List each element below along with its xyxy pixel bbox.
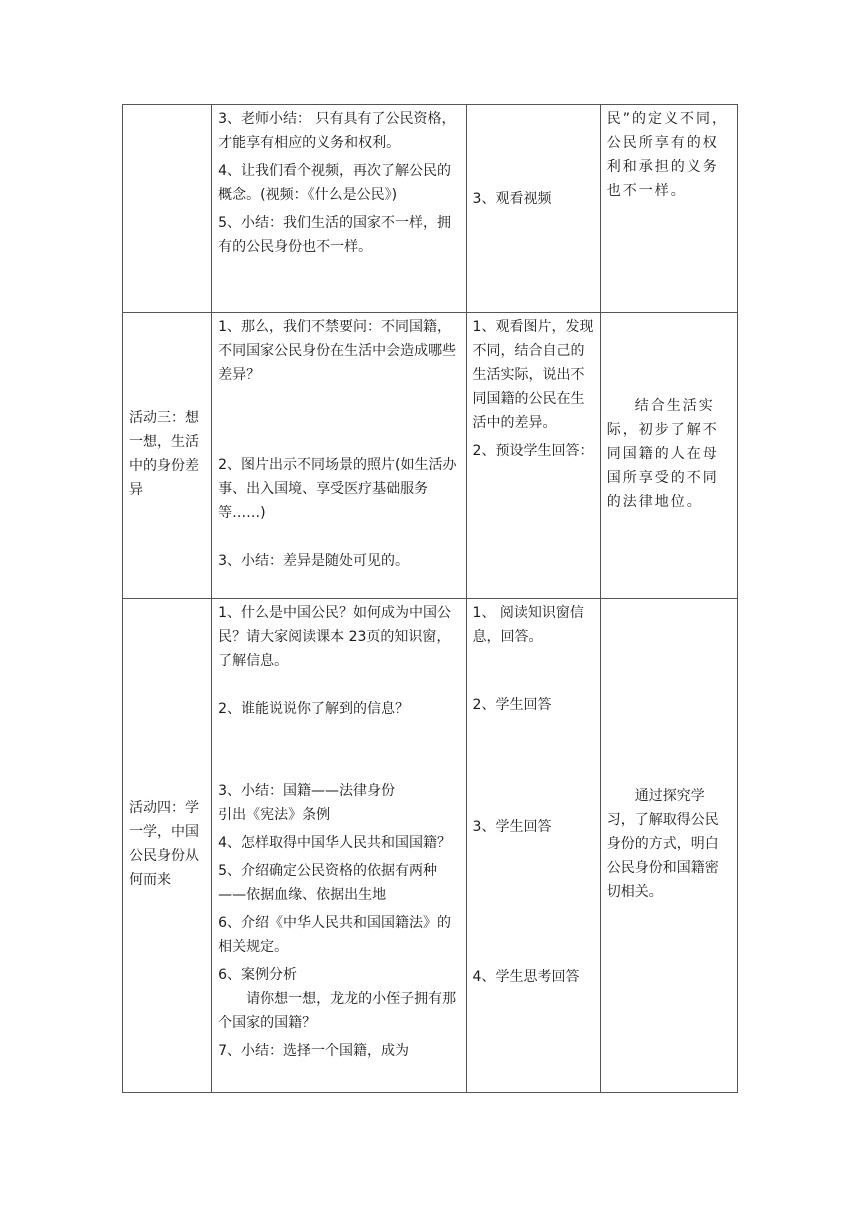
list-item: 2、图片出示不同场景的照片(如生活办事、出入国境、享受医疗基础服务等……): [218, 457, 457, 521]
activity-cell: [123, 599, 212, 1093]
list-item: 1、什么是中国公民？如何成为中国公民？请大家阅读课本 23页的知识窗，了解信息。: [218, 605, 452, 669]
list-item: 7、小结：选择一个国籍，成为: [218, 1043, 410, 1059]
design-intent-cell: [600, 599, 737, 1093]
list-item: 4、怎样取得中国华人民共和国国籍？: [218, 835, 452, 851]
list-item: 2、预设学生回答：: [472, 443, 594, 459]
list-item: 3、老师小结： 只有具有了公民资格，才能享有相应的义务和权利。: [218, 111, 456, 151]
teacher-activity-cell: [212, 313, 466, 599]
list-item: 6、介绍《中华人民共和国国籍法》的相关规定。: [218, 915, 452, 955]
design-intent-cell: [600, 313, 737, 599]
list-item: 1、那么，我们不禁要问：不同国籍，不同国家公民身份在生活中会造成哪些差异？: [218, 319, 457, 383]
table-row: [123, 599, 738, 1093]
list-item: 请你想一想，龙龙的小侄子拥有那个国家的国籍？: [218, 991, 457, 1031]
list-item: 6、案例分析: [218, 967, 298, 983]
list-item: 通过探究学习，了解取得公民身份的方式，明白公民身份和国籍密切相关。: [606, 787, 719, 900]
list-item: 1、观看图片，发现不同，结合自己的生活实际，说出不同国籍的公民在生活中的差异。: [472, 319, 594, 431]
student-activity-cell: [466, 599, 600, 1093]
list-item: 4、学生思考回答: [472, 969, 580, 985]
list-item: 2、学生回答: [472, 697, 552, 713]
list-item: 结合生活实际，初步了解不同国籍的人在母国所享受的不同的法律地位。: [606, 397, 719, 510]
list-item: 3、观看视频: [472, 191, 552, 207]
student-activity-cell: [466, 105, 600, 313]
teacher-activity-cell: [212, 105, 466, 313]
activity-cell: [123, 105, 212, 313]
list-item: 3、小结：国籍——法律身份: [218, 783, 396, 799]
list-item: 1、 阅读知识窗信息，回答。: [472, 605, 584, 645]
activity-title: 活动四：学一学，中国公民身份从何而来: [129, 799, 199, 888]
design-intent-cell: [600, 105, 737, 313]
activity-cell: [123, 313, 212, 599]
list-item: 3、小结：差异是随处可见的。: [218, 553, 410, 569]
list-item: 引出《宪法》条例: [218, 807, 331, 823]
table-row: [123, 313, 738, 599]
list-item: 4、让我们看个视频，再次了解公民的概念。(视频：《什么是公民》): [218, 163, 452, 203]
lesson-plan-table: [122, 104, 738, 1093]
list-item: 民”的定义不同，公民所享有的权利和承担的义务也不一样。: [606, 111, 729, 199]
list-item: 2、谁能说说你了解到的信息？: [218, 701, 410, 717]
teacher-activity-cell: [212, 599, 466, 1093]
student-activity-cell: [466, 313, 600, 599]
table-row: [123, 105, 738, 313]
list-item: 5、介绍确定公民资格的依据有两种——依据血缘、依据出生地: [218, 863, 438, 903]
activity-title: 活动三：想一想，生活中的身份差异: [129, 409, 199, 498]
list-item: 5、小结：我们生活的国家不一样，拥有的公民身份也不一样。: [218, 215, 452, 255]
list-item: 3、学生回答: [472, 819, 552, 835]
